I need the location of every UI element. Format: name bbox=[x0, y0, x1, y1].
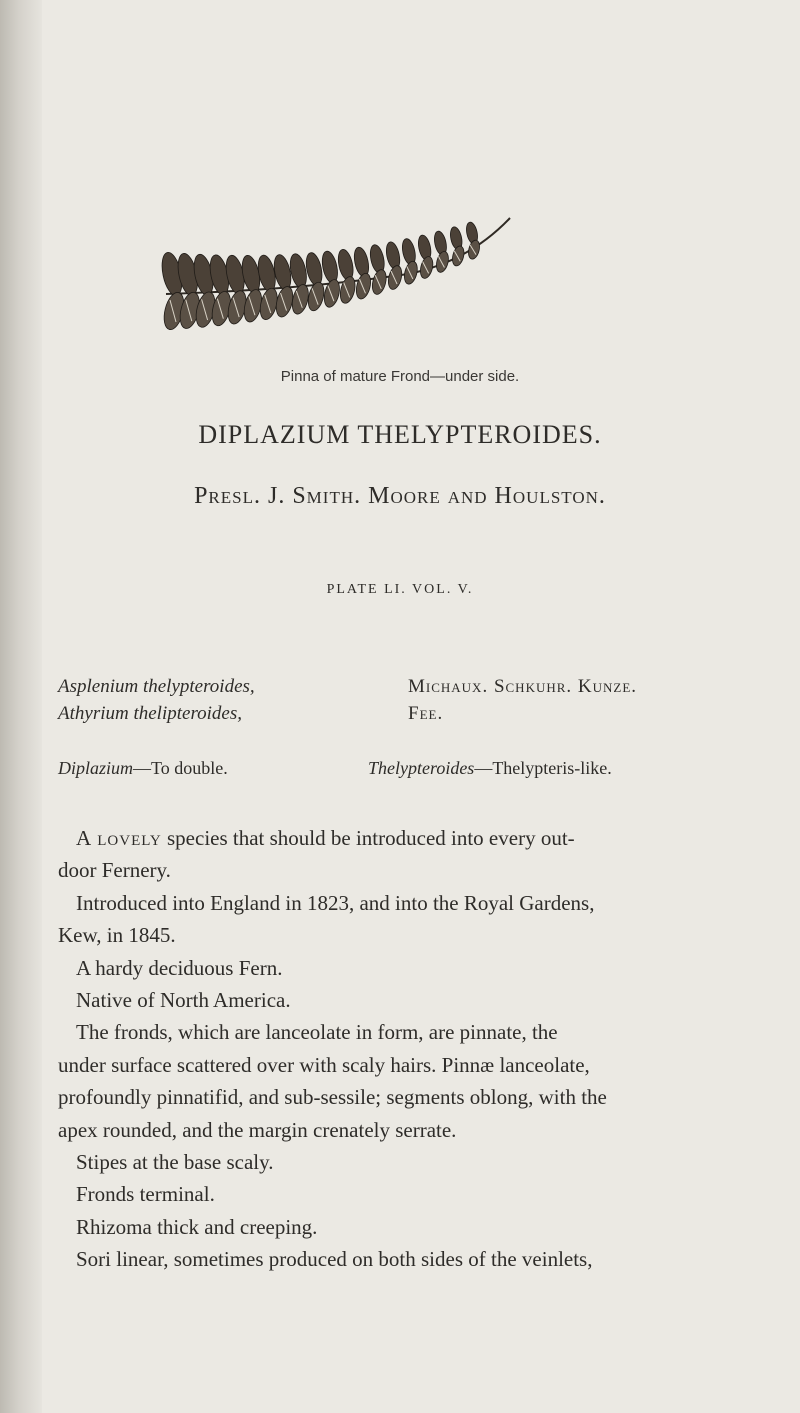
pinna-segment bbox=[402, 260, 419, 285]
pinna-segment bbox=[386, 264, 404, 290]
pinna-illustration bbox=[158, 212, 518, 342]
pinna-segment bbox=[336, 248, 356, 281]
text-line: Kew, in 1845. bbox=[58, 923, 176, 948]
page-binding-shadow bbox=[0, 0, 42, 1413]
synonym-name: Asplenium thelypteroides, bbox=[58, 676, 255, 697]
pinna-segment bbox=[418, 255, 435, 279]
synonym-authority: Michaux. Schkuhr. Kunze. bbox=[408, 676, 638, 697]
text-line: under surface scattered over with scaly hairs. Pinnæ lanceolate, bbox=[58, 1052, 590, 1077]
text-line: Rhizoma thick and creeping. bbox=[76, 1214, 318, 1239]
text-line: Sori linear, sometimes produced on both sides of the veinlets, bbox=[76, 1247, 593, 1272]
pinna-segment bbox=[467, 239, 482, 260]
etymology-meaning: —To double. bbox=[133, 758, 228, 778]
synonym-names bbox=[58, 673, 255, 727]
pinna-segment bbox=[352, 246, 371, 278]
etymology-meaning: —Thelypteris-like. bbox=[474, 758, 612, 778]
text-line: A hardy deciduous Fern. bbox=[76, 955, 283, 980]
pinna-segment bbox=[320, 250, 340, 285]
author-line: Presl. J. Smith. Moore and Houlston. bbox=[194, 483, 606, 509]
synonym-authority: Fee. bbox=[408, 703, 444, 724]
pinna-segment bbox=[370, 268, 388, 296]
pinna-segment bbox=[338, 275, 358, 305]
synonym-authorities bbox=[408, 673, 637, 727]
synonym-name: Athyrium thelipteroides, bbox=[58, 703, 242, 724]
text-line: door Fernery. bbox=[58, 858, 171, 883]
pinna-segment bbox=[434, 250, 450, 273]
text-line: A lovely species that should be introduced into every out- bbox=[76, 826, 575, 850]
text-line: Native of North America. bbox=[76, 988, 291, 1013]
text-line: profoundly pinnatifid, and sub-sessile; segments oblong, with the bbox=[58, 1085, 607, 1110]
plate-reference: PLATE LI. VOL. V. bbox=[326, 582, 474, 597]
etymology-species bbox=[368, 758, 612, 779]
pinna-segment bbox=[451, 245, 466, 267]
etymology-term: Thelypteroides bbox=[368, 758, 475, 778]
pinna-segment bbox=[304, 251, 325, 287]
text-line: Stipes at the base scaly. bbox=[76, 1150, 274, 1175]
text-line: The fronds, which are lanceolate in form, are pinnate, the bbox=[76, 1020, 558, 1045]
text-line: Fronds terminal. bbox=[76, 1182, 215, 1207]
etymology-term: Diplazium bbox=[58, 758, 134, 778]
text-line: apex rounded, and the margin crenately serrate. bbox=[58, 1117, 457, 1142]
page-title: DIPLAZIUM THELYPTEROIDES. bbox=[198, 420, 602, 449]
figure-caption: Pinna of mature Frond—under side. bbox=[280, 368, 520, 385]
pinna-segment bbox=[368, 243, 386, 274]
pinna-segment bbox=[354, 272, 373, 301]
etymology-genus bbox=[58, 758, 228, 779]
lead-words: A lovely bbox=[76, 826, 162, 850]
description-text bbox=[58, 822, 758, 1276]
text-line: Introduced into England in 1823, and into the Royal Gardens, bbox=[76, 890, 595, 915]
